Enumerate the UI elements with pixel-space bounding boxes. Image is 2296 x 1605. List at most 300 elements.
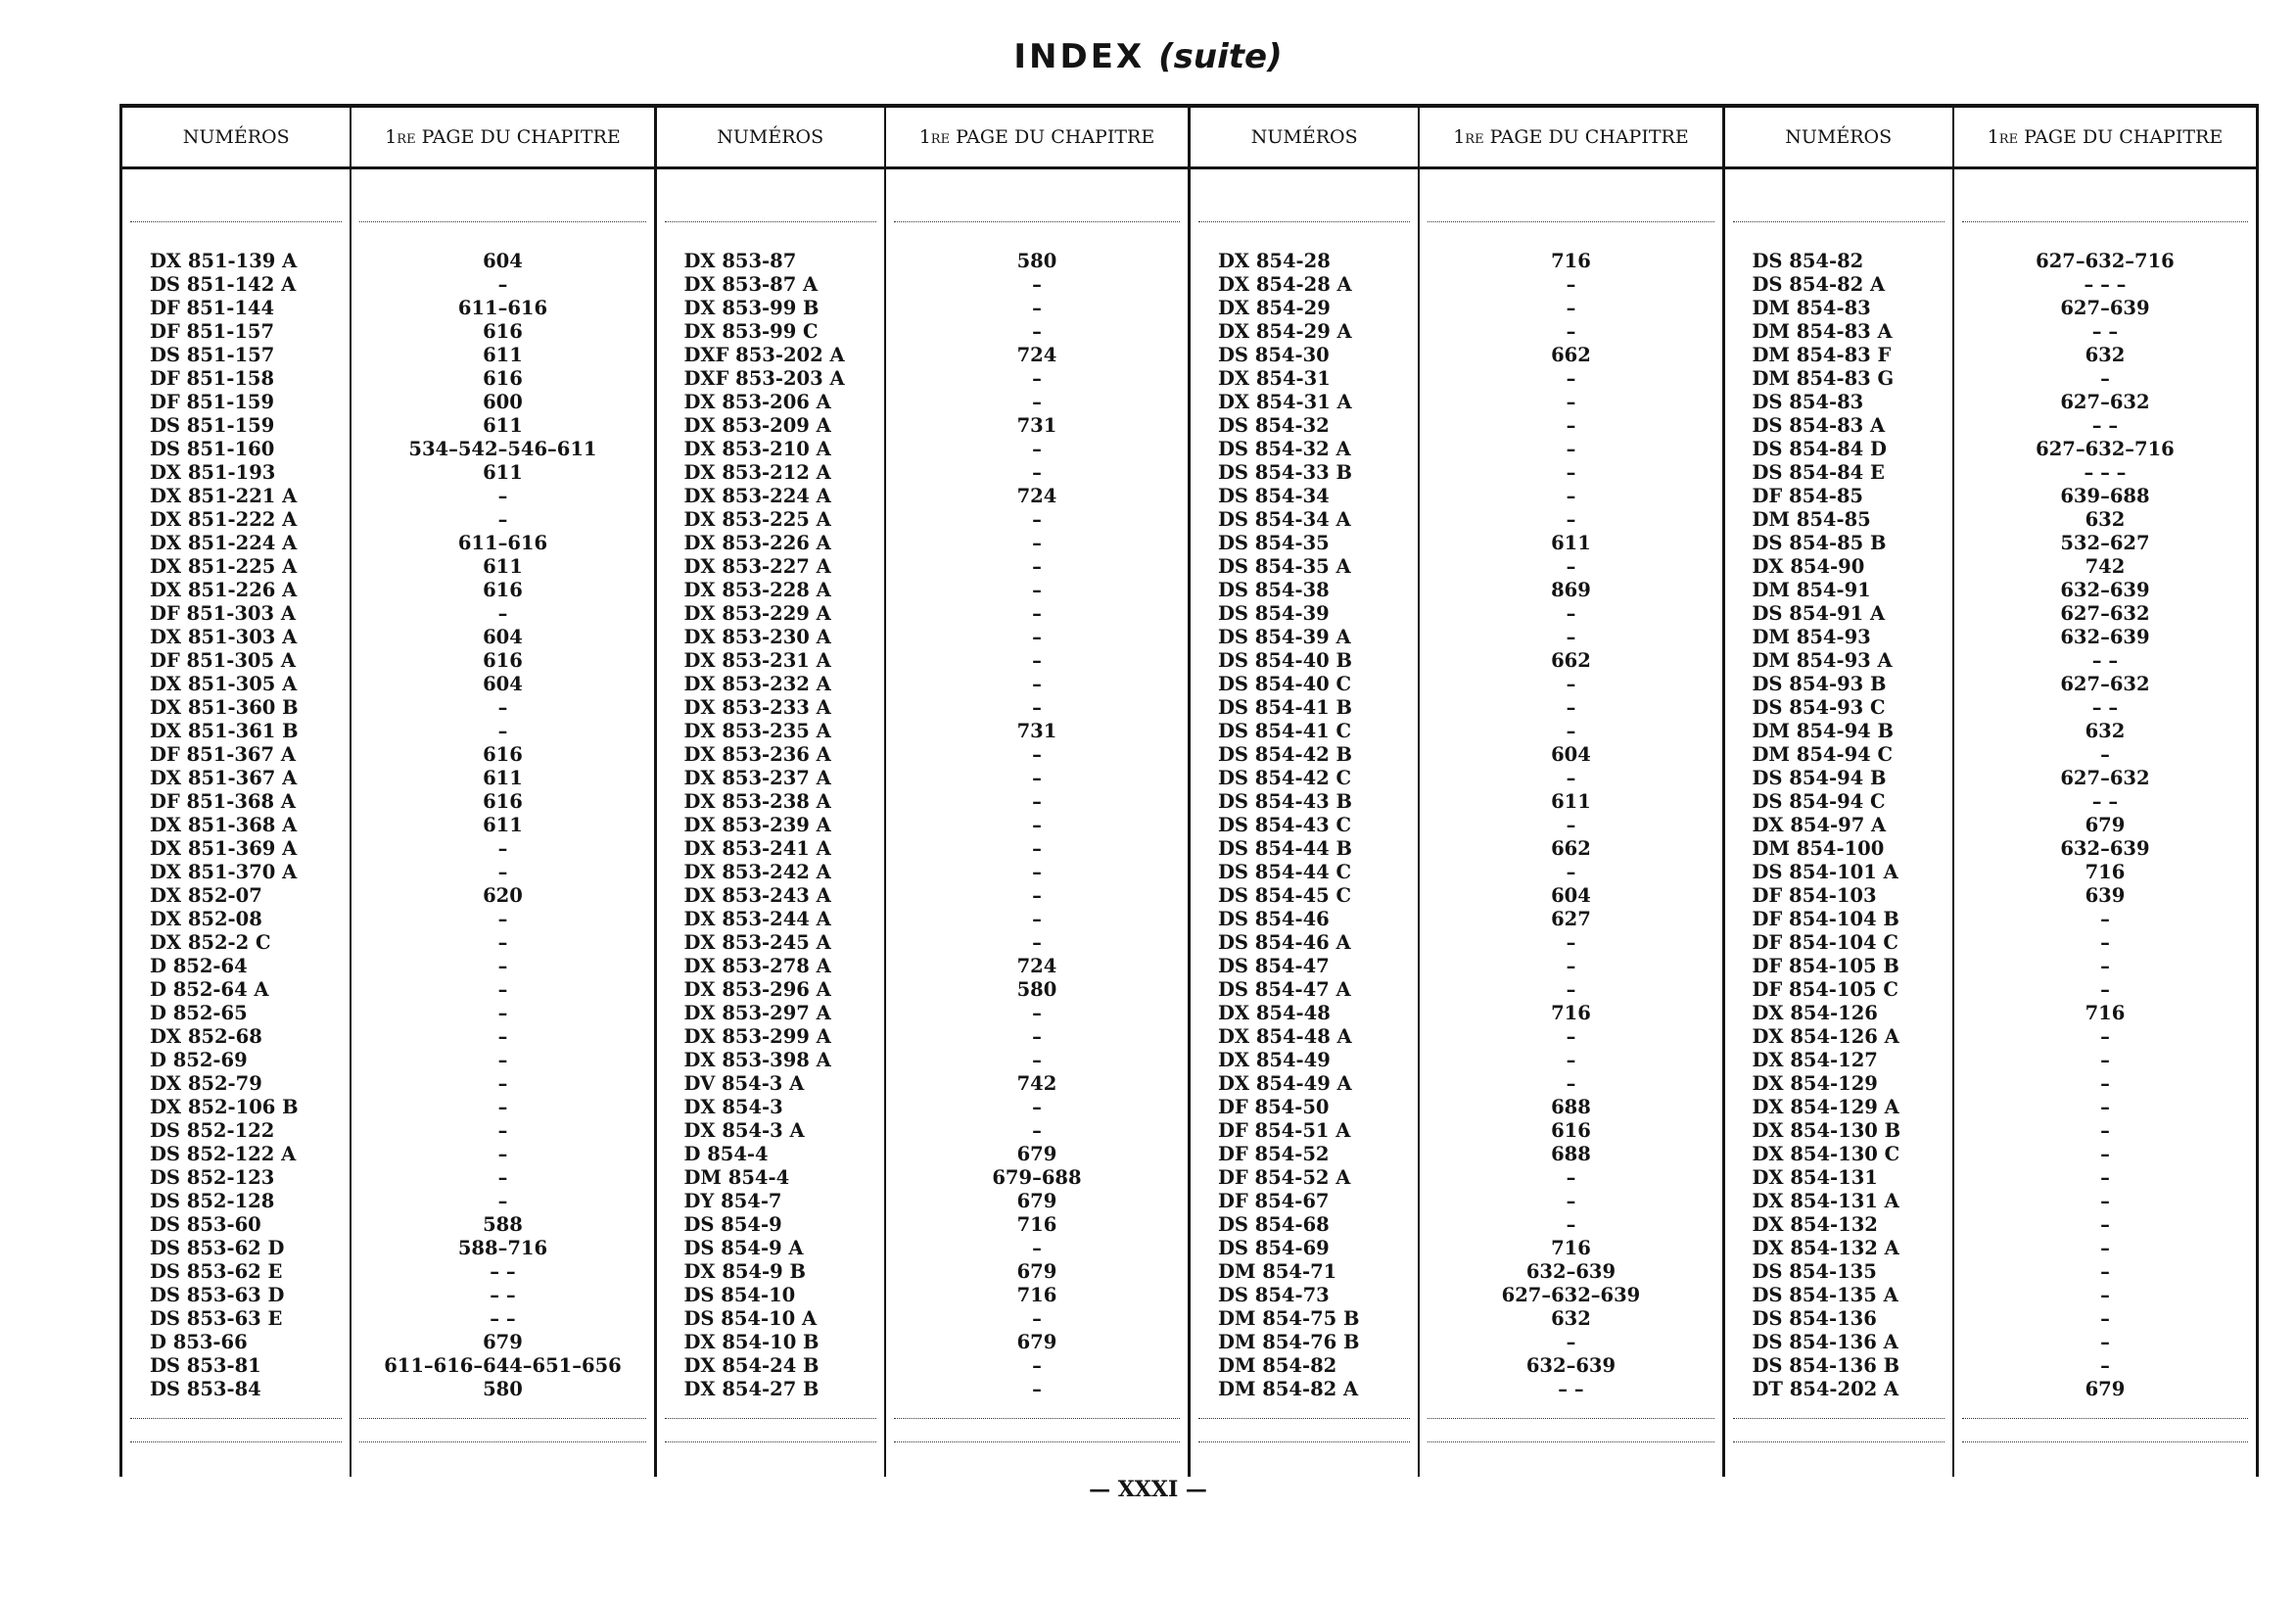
part-number: DX 853-278 A bbox=[683, 955, 831, 977]
part-number: DX 853-398 A bbox=[683, 1049, 831, 1071]
chapter-page: – bbox=[1566, 485, 1576, 507]
part-number: DS 854-32 A bbox=[1218, 438, 1351, 460]
part-number: DX 853-87 A bbox=[683, 273, 819, 296]
chapter-page: – bbox=[1032, 814, 1042, 836]
part-number: DX 853-99 B bbox=[683, 297, 820, 319]
chapter-page: 679 bbox=[1016, 1260, 1057, 1283]
chapter-page: – bbox=[497, 955, 508, 977]
part-number: DS 854-46 bbox=[1218, 908, 1330, 930]
chapter-page: 627–632 bbox=[2060, 391, 2150, 413]
rows bbox=[1420, 250, 1721, 1401]
part-number: DX 853-226 A bbox=[683, 532, 831, 554]
chapter-page: – – bbox=[2091, 320, 2119, 343]
part-number: DX 853-206 A bbox=[683, 391, 831, 413]
chapter-page: – bbox=[497, 1025, 508, 1048]
chapter-page: – – – bbox=[2084, 273, 2127, 296]
rows bbox=[1725, 250, 1952, 1401]
part-number: DY 854-7 bbox=[683, 1190, 782, 1212]
part-number: DX 851-224 A bbox=[150, 532, 298, 554]
chapter-page: – bbox=[1566, 602, 1576, 625]
part-number: DS 854-10 A bbox=[683, 1307, 818, 1330]
chapter-page: 532–627 bbox=[2060, 532, 2150, 554]
chapter-page: – bbox=[2100, 1049, 2110, 1071]
chapter-page: 616 bbox=[483, 367, 523, 390]
header-numeros: NUMÉROS bbox=[1725, 108, 1952, 169]
chapter-page: 611–616 bbox=[457, 297, 548, 319]
chapter-page: – – bbox=[490, 1307, 516, 1330]
part-number: DS 853-81 bbox=[150, 1354, 261, 1377]
part-number: DS 854-32 bbox=[1218, 414, 1330, 437]
chapter-page: – – bbox=[490, 1260, 516, 1283]
chapter-page: – bbox=[1032, 320, 1042, 343]
part-number: DX 851-225 A bbox=[150, 555, 298, 578]
part-number: DS 854-47 A bbox=[1218, 978, 1351, 1001]
chapter-page: 588–716 bbox=[457, 1237, 548, 1259]
chapter-page: 662 bbox=[1551, 837, 1591, 860]
rows bbox=[1954, 250, 2256, 1401]
chapter-page: – bbox=[2100, 1354, 2110, 1377]
part-number: DF 851-158 bbox=[150, 367, 275, 390]
chapter-page: – – bbox=[490, 1284, 516, 1306]
part-number: DX 854-127 bbox=[1752, 1049, 1878, 1071]
chapter-page: – bbox=[2100, 1331, 2110, 1353]
part-number: DS 854-94 C bbox=[1752, 790, 1886, 813]
chapter-page: – bbox=[1566, 414, 1576, 437]
rows bbox=[1191, 250, 1418, 1401]
chapter-page: – bbox=[1032, 837, 1042, 860]
part-number: DXF 853-202 A bbox=[683, 344, 845, 366]
chapter-page: 616 bbox=[483, 649, 523, 672]
part-number: DX 854-126 bbox=[1752, 1002, 1878, 1024]
part-number: DS 854-34 A bbox=[1218, 508, 1351, 531]
part-number: DX 854-49 A bbox=[1218, 1072, 1352, 1095]
chapter-page: 611 bbox=[483, 414, 523, 437]
part-number: DF 851-303 A bbox=[150, 602, 296, 625]
part-number: DM 854-91 bbox=[1752, 579, 1871, 601]
part-number: DX 854-131 bbox=[1752, 1166, 1878, 1189]
part-number: DX 854-129 bbox=[1752, 1072, 1878, 1095]
chapter-page: – bbox=[1032, 367, 1042, 390]
header-numeros: NUMÉROS bbox=[657, 108, 884, 169]
part-number: DS 854-35 A bbox=[1218, 555, 1351, 578]
header-premiere-page: 1re PAGE DU CHAPITRE bbox=[1954, 108, 2256, 169]
chapter-page: 662 bbox=[1551, 344, 1591, 366]
chapter-page: – bbox=[497, 720, 508, 742]
chapter-page: 679 bbox=[1016, 1190, 1057, 1212]
chapter-page: 611 bbox=[483, 767, 523, 789]
part-number: DX 853-299 A bbox=[683, 1025, 831, 1048]
rows bbox=[886, 250, 1188, 1401]
part-number: DX 853-238 A bbox=[683, 790, 831, 813]
part-number: DS 854-40 B bbox=[1218, 649, 1352, 672]
dotted-rule bbox=[1428, 1441, 1713, 1442]
part-number: DX 854-9 B bbox=[683, 1260, 806, 1283]
chapter-page: – – – bbox=[2084, 461, 2127, 484]
part-number: DS 851-157 bbox=[150, 344, 275, 366]
chapter-page: – bbox=[497, 837, 508, 860]
chapter-page: – bbox=[497, 1049, 508, 1071]
part-number: DF 854-105 B bbox=[1752, 955, 1899, 977]
part-number: DX 853-244 A bbox=[683, 908, 831, 930]
chapter-page: – – bbox=[2091, 790, 2119, 813]
chapter-page: – bbox=[2100, 1260, 2110, 1283]
part-number: DM 854-94 C bbox=[1752, 743, 1894, 766]
part-number: DX 854-10 B bbox=[683, 1331, 820, 1353]
part-number: DM 854-75 B bbox=[1218, 1307, 1360, 1330]
chapter-page: – – bbox=[2091, 414, 2119, 437]
chapter-page: 639–688 bbox=[2060, 485, 2150, 507]
dotted-rule bbox=[665, 221, 876, 222]
chapter-page: – bbox=[497, 861, 508, 883]
chapter-page: – bbox=[1032, 555, 1042, 578]
part-number: DX 851-360 B bbox=[150, 696, 299, 719]
header-numeros: NUMÉROS bbox=[122, 108, 350, 169]
chapter-page: 632 bbox=[2085, 720, 2126, 742]
chapter-page: 627–639 bbox=[2060, 297, 2150, 319]
chapter-page: – bbox=[1566, 367, 1576, 390]
dotted-rule bbox=[359, 1418, 645, 1419]
part-number: DX 851-370 A bbox=[150, 861, 298, 883]
part-number: DF 851-159 bbox=[150, 391, 275, 413]
header-premiere-page: 1re PAGE DU CHAPITRE bbox=[1420, 108, 1721, 169]
chapter-page: 632–639 bbox=[1525, 1260, 1617, 1283]
chapter-page: 632–639 bbox=[1525, 1354, 1617, 1377]
first-page-column bbox=[1418, 108, 1721, 1477]
dotted-rule bbox=[1198, 221, 1410, 222]
dotted-rule bbox=[894, 1441, 1180, 1442]
chapter-page: – bbox=[1032, 673, 1042, 695]
chapter-page: – bbox=[1566, 955, 1576, 977]
chapter-page: 632 bbox=[2085, 508, 2126, 531]
part-number: DX 853-227 A bbox=[683, 555, 831, 578]
part-number: DX 853-296 A bbox=[683, 978, 831, 1001]
part-number: DM 854-93 bbox=[1752, 626, 1871, 648]
chapter-page: – bbox=[2100, 955, 2110, 977]
part-number: DX 854-28 bbox=[1218, 250, 1331, 272]
chapter-page: 639 bbox=[2085, 884, 2126, 907]
chapter-page: 742 bbox=[2085, 555, 2126, 578]
part-number: DS 854-44 C bbox=[1218, 861, 1352, 883]
chapter-page: – bbox=[1566, 767, 1576, 789]
part-number: DX 854-132 bbox=[1752, 1213, 1878, 1236]
part-number: DX 853-233 A bbox=[683, 696, 831, 719]
chapter-page: – bbox=[1032, 626, 1042, 648]
first-page-column bbox=[884, 108, 1188, 1477]
part-number: DX 853-235 A bbox=[683, 720, 831, 742]
part-number: DS 854-42 C bbox=[1218, 767, 1352, 789]
part-number: DM 854-100 bbox=[1752, 837, 1885, 860]
chapter-page: 716 bbox=[2085, 1002, 2126, 1024]
part-number: DS 854-93 C bbox=[1752, 696, 1886, 719]
title-suffix: (suite) bbox=[1158, 37, 1283, 76]
part-number: DX 854-48 bbox=[1218, 1002, 1331, 1024]
chapter-page: – bbox=[1032, 273, 1042, 296]
part-number: DX 851-367 A bbox=[150, 767, 298, 789]
chapter-page: 580 bbox=[1016, 250, 1057, 272]
chapter-page: 724 bbox=[1016, 485, 1057, 507]
chapter-page: – bbox=[1566, 1213, 1576, 1236]
chapter-page: – bbox=[1566, 1072, 1576, 1095]
part-number: DX 852-68 bbox=[150, 1025, 262, 1048]
part-number: DS 853-60 bbox=[150, 1213, 261, 1236]
chapter-page: – bbox=[497, 1166, 508, 1189]
dotted-rule bbox=[130, 1418, 342, 1419]
chapter-page: 604 bbox=[483, 250, 523, 272]
chapter-page: – bbox=[1032, 1378, 1042, 1400]
numbers-column bbox=[657, 108, 884, 1477]
part-number: DF 854-85 bbox=[1752, 485, 1863, 507]
chapter-page: 731 bbox=[1016, 414, 1057, 437]
part-number: DS 854-39 bbox=[1218, 602, 1330, 625]
part-number: DS 854-91 A bbox=[1752, 602, 1886, 625]
numbers-column bbox=[122, 108, 350, 1477]
chapter-page: – bbox=[1032, 1237, 1042, 1259]
part-number: D 853-66 bbox=[150, 1331, 248, 1353]
column-group bbox=[119, 108, 654, 1477]
dotted-rule bbox=[1962, 221, 2248, 222]
dotted-rule bbox=[1428, 1418, 1713, 1419]
chapter-page: – bbox=[1032, 508, 1042, 531]
part-number: DS 854-47 bbox=[1218, 955, 1330, 977]
part-number: DS 854-44 B bbox=[1218, 837, 1352, 860]
dotted-rule bbox=[1428, 221, 1713, 222]
part-number: DX 853-229 A bbox=[683, 602, 831, 625]
part-number: DX 854-132 A bbox=[1752, 1237, 1899, 1259]
part-number: DX 854-130 B bbox=[1752, 1119, 1901, 1142]
chapter-page: – bbox=[2100, 978, 2110, 1001]
title-text: INDEX bbox=[1013, 37, 1146, 76]
part-number: DX 854-29 bbox=[1218, 297, 1331, 319]
part-number: DM 854-93 A bbox=[1752, 649, 1893, 672]
chapter-page: 580 bbox=[483, 1378, 523, 1400]
chapter-page: – bbox=[497, 1119, 508, 1142]
chapter-page: 724 bbox=[1016, 344, 1057, 366]
rows bbox=[657, 250, 884, 1401]
part-number: DX 854-3 bbox=[683, 1096, 783, 1118]
chapter-page: 716 bbox=[1551, 1237, 1591, 1259]
chapter-page: 616 bbox=[483, 320, 523, 343]
chapter-page: 611 bbox=[483, 344, 523, 366]
chapter-page: – bbox=[1566, 297, 1576, 319]
chapter-page: – bbox=[2100, 1284, 2110, 1306]
part-number: DS 854-45 C bbox=[1218, 884, 1352, 907]
part-number: DX 853-224 A bbox=[683, 485, 831, 507]
part-number: DS 853-62 E bbox=[150, 1260, 283, 1283]
chapter-page: – bbox=[497, 602, 508, 625]
part-number: DS 851-159 bbox=[150, 414, 275, 437]
chapter-page: 588 bbox=[483, 1213, 523, 1236]
chapter-page: 611–616–644–651–656 bbox=[384, 1354, 622, 1377]
part-number: DS 854-82 A bbox=[1752, 273, 1886, 296]
chapter-page: 604 bbox=[483, 626, 523, 648]
dotted-rule bbox=[1733, 221, 1945, 222]
chapter-page: 616 bbox=[1551, 1119, 1591, 1142]
dotted-rule bbox=[359, 221, 645, 222]
chapter-page: 627–632 bbox=[2060, 673, 2150, 695]
part-number: DX 853-242 A bbox=[683, 861, 831, 883]
part-number: DX 853-239 A bbox=[683, 814, 831, 836]
rows bbox=[351, 250, 653, 1401]
chapter-page: 688 bbox=[1551, 1143, 1591, 1165]
part-number: DX 852-08 bbox=[150, 908, 262, 930]
chapter-page: – bbox=[1032, 1307, 1042, 1330]
chapter-page: 742 bbox=[1016, 1072, 1057, 1095]
part-number: DX 851-226 A bbox=[150, 579, 298, 601]
chapter-page: – – bbox=[2091, 696, 2119, 719]
part-number: DS 853-63 E bbox=[150, 1307, 283, 1330]
chapter-page: – bbox=[2100, 1190, 2110, 1212]
chapter-page: – bbox=[1032, 649, 1042, 672]
chapter-page: – bbox=[1032, 767, 1042, 789]
chapter-page: – bbox=[497, 931, 508, 954]
dotted-rule bbox=[894, 221, 1180, 222]
part-number: DX 854-49 bbox=[1218, 1049, 1331, 1071]
chapter-page: 611–616 bbox=[457, 532, 548, 554]
part-number: DX 852-07 bbox=[150, 884, 262, 907]
chapter-page: 632–639 bbox=[2060, 579, 2150, 601]
part-number: DX 852-2 C bbox=[150, 931, 271, 954]
part-number: DX 851-139 A bbox=[150, 250, 298, 272]
chapter-page: – bbox=[2100, 1072, 2110, 1095]
part-number: DS 854-9 bbox=[683, 1213, 782, 1236]
part-number: DX 853-230 A bbox=[683, 626, 831, 648]
chapter-page: – bbox=[1566, 673, 1576, 695]
chapter-page: – bbox=[1566, 1049, 1576, 1071]
part-number: D 852-64 A bbox=[150, 978, 269, 1001]
part-number: DM 854-83 G bbox=[1752, 367, 1895, 390]
chapter-page: 627–632–716 bbox=[2036, 438, 2175, 460]
part-number: DM 854-83 A bbox=[1752, 320, 1893, 343]
column-group bbox=[654, 108, 1189, 1477]
chapter-page: 600 bbox=[483, 391, 523, 413]
part-number: DX 854-31 bbox=[1218, 367, 1331, 390]
page-number: — XXXI — bbox=[1089, 1477, 1207, 1502]
dotted-rule bbox=[1962, 1418, 2248, 1419]
chapter-page: 679 bbox=[2085, 814, 2126, 836]
part-number: DM 854-83 bbox=[1752, 297, 1871, 319]
chapter-page: 627–632–639 bbox=[1501, 1284, 1641, 1306]
chapter-page: – bbox=[1032, 438, 1042, 460]
part-number: DS 854-84 E bbox=[1752, 461, 1885, 484]
part-number: DX 854-24 B bbox=[683, 1354, 820, 1377]
chapter-page: – bbox=[1566, 1166, 1576, 1189]
header-numeros: NUMÉROS bbox=[1191, 108, 1418, 169]
chapter-page: 662 bbox=[1551, 649, 1591, 672]
chapter-page: 627–632 bbox=[2060, 602, 2150, 625]
dotted-rule bbox=[1733, 1441, 1945, 1442]
chapter-page: – bbox=[2100, 743, 2110, 766]
chapter-page: 679 bbox=[1016, 1143, 1057, 1165]
chapter-page: – – bbox=[2091, 649, 2119, 672]
chapter-page: – bbox=[1566, 438, 1576, 460]
part-number: D 852-69 bbox=[150, 1049, 248, 1071]
part-number: DM 854-71 bbox=[1218, 1260, 1337, 1283]
chapter-page: – bbox=[1032, 1002, 1042, 1024]
part-number: DM 854-85 bbox=[1752, 508, 1871, 531]
part-number: DS 854-43 C bbox=[1218, 814, 1352, 836]
dotted-rule bbox=[130, 1441, 342, 1442]
part-number: D 852-64 bbox=[150, 955, 248, 977]
chapter-page: – bbox=[1032, 1096, 1042, 1118]
chapter-page: – bbox=[497, 273, 508, 296]
chapter-page: – bbox=[2100, 1213, 2110, 1236]
chapter-page: – bbox=[1032, 790, 1042, 813]
chapter-page: – bbox=[1566, 814, 1576, 836]
first-page-column bbox=[1952, 108, 2256, 1477]
part-number: DM 854-4 bbox=[683, 1166, 790, 1189]
chapter-page: 632–639 bbox=[2060, 626, 2150, 648]
part-number: DX 851-222 A bbox=[150, 508, 298, 531]
part-number: DS 854-69 bbox=[1218, 1237, 1330, 1259]
part-number: DS 854-135 bbox=[1752, 1260, 1877, 1283]
chapter-page: 869 bbox=[1551, 579, 1591, 601]
part-number: DS 854-43 B bbox=[1218, 790, 1352, 813]
dotted-rule bbox=[1198, 1418, 1410, 1419]
dotted-rule bbox=[130, 221, 342, 222]
part-number: DS 852-122 A bbox=[150, 1143, 297, 1165]
dotted-rule bbox=[1733, 1418, 1945, 1419]
part-number: DS 854-10 bbox=[683, 1284, 796, 1306]
part-number: DS 851-160 bbox=[150, 438, 275, 460]
chapter-page: – bbox=[497, 1096, 508, 1118]
part-number: DX 854-29 A bbox=[1218, 320, 1352, 343]
part-number: DS 854-35 bbox=[1218, 532, 1330, 554]
part-number: DF 854-51 A bbox=[1218, 1119, 1351, 1142]
part-number: DX 853-87 bbox=[683, 250, 797, 272]
part-number: DS 854-83 A bbox=[1752, 414, 1886, 437]
dotted-rule bbox=[359, 1441, 645, 1442]
chapter-page: 604 bbox=[1551, 884, 1591, 907]
part-number: DS 854-82 bbox=[1752, 250, 1864, 272]
chapter-page: – bbox=[497, 978, 508, 1001]
chapter-page: 604 bbox=[483, 673, 523, 695]
dotted-rule bbox=[894, 1418, 1180, 1419]
part-number: DXF 853-203 A bbox=[683, 367, 845, 390]
chapter-page: – bbox=[2100, 1119, 2110, 1142]
part-number: DX 853-209 A bbox=[683, 414, 831, 437]
chapter-page: – bbox=[1566, 696, 1576, 719]
numbers-column bbox=[1191, 108, 1418, 1477]
part-number: DS 853-63 D bbox=[150, 1284, 285, 1306]
chapter-page: 632 bbox=[2085, 344, 2126, 366]
part-number: DS 854-30 bbox=[1218, 344, 1330, 366]
part-number: DS 854-73 bbox=[1218, 1284, 1330, 1306]
part-number: DX 851-303 A bbox=[150, 626, 298, 648]
part-number: DF 854-67 bbox=[1218, 1190, 1330, 1212]
chapter-page: – bbox=[2100, 931, 2110, 954]
part-number: DX 854-28 A bbox=[1218, 273, 1352, 296]
chapter-page: 611 bbox=[1551, 790, 1591, 813]
chapter-page: – bbox=[1032, 1119, 1042, 1142]
chapter-page: – bbox=[2100, 1025, 2110, 1048]
chapter-page: 616 bbox=[483, 790, 523, 813]
part-number: DF 854-50 bbox=[1218, 1096, 1330, 1118]
part-number: DF 851-144 bbox=[150, 297, 275, 319]
chapter-page: 679 bbox=[1016, 1331, 1057, 1353]
part-number: DF 851-157 bbox=[150, 320, 275, 343]
chapter-page: – bbox=[1566, 1331, 1576, 1353]
part-number: DX 851-369 A bbox=[150, 837, 298, 860]
chapter-page: – bbox=[1032, 884, 1042, 907]
part-number: DX 853-232 A bbox=[683, 673, 831, 695]
part-number: DF 854-52 A bbox=[1218, 1166, 1351, 1189]
chapter-page: – bbox=[1032, 1049, 1042, 1071]
chapter-page: – bbox=[497, 696, 508, 719]
chapter-page: 580 bbox=[1016, 978, 1057, 1001]
part-number: DS 854-68 bbox=[1218, 1213, 1330, 1236]
part-number: DF 851-367 A bbox=[150, 743, 296, 766]
chapter-page: 627–632–716 bbox=[2036, 250, 2175, 272]
